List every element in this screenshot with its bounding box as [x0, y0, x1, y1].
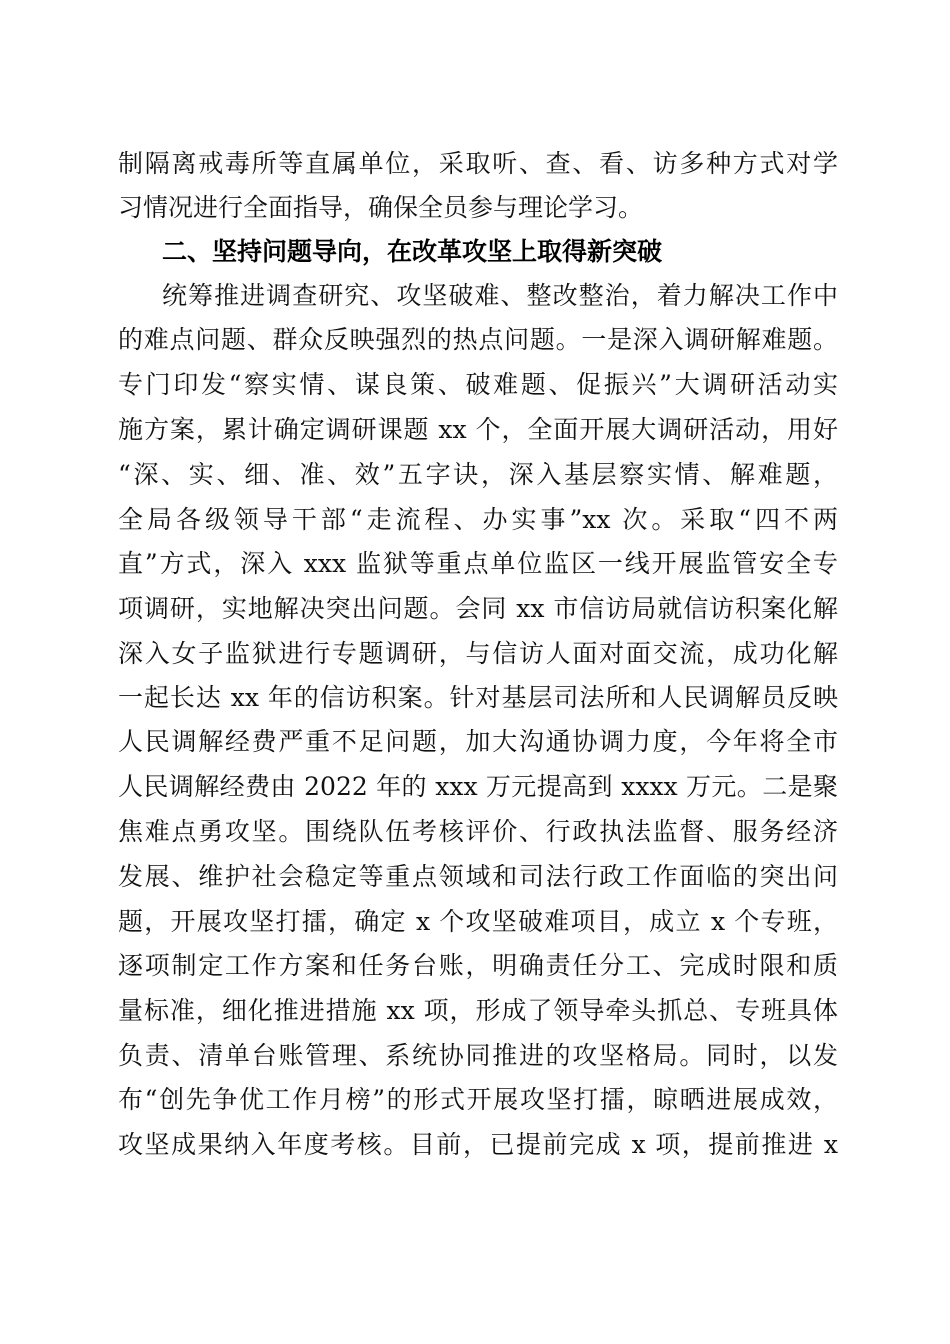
paragraph-line: 逐项制定工作方案和任务台账，明确责任分工、完成时限和质: [118, 951, 838, 980]
paragraph-line: 统筹推进调查研究、攻坚破难、整改整治，着力解决工作中: [162, 281, 838, 310]
paragraph-line: 的难点问题、群众反映强烈的热点问题。一是深入调研解难题。: [118, 325, 838, 354]
paragraph-line: “深、实、细、准、效”五字诀，深入基层察实情、解难题，: [118, 460, 838, 489]
paragraph-line: 全局各级领导干部“走流程、办实事”xx 次。采取“四不两: [118, 505, 838, 534]
paragraph-line: 题，开展攻坚打擂，确定 x 个攻坚破难项目，成立 x 个专班，: [118, 907, 838, 936]
paragraph-line: 项调研，实地解决突出问题。会同 xx 市信访局就信访积案化解: [118, 594, 838, 623]
paragraph-line: 攻坚成果纳入年度考核。目前，已提前完成 x 项，提前推进 x: [118, 1130, 838, 1159]
section-heading: 二、坚持问题导向，在改革攻坚上取得新突破: [162, 237, 663, 266]
paragraph-line: 负责、清单台账管理、系统协同推进的攻坚格局。同时，以发: [118, 1041, 838, 1070]
paragraph-line: 一起长达 xx 年的信访积案。针对基层司法所和人民调解员反映: [118, 683, 838, 712]
paragraph-line: 人民调解经费严重不足问题，加大沟通协调力度，今年将全市: [118, 727, 838, 756]
paragraph-line: 制隔离戒毒所等直属单位，采取听、查、看、访多种方式对学: [118, 149, 838, 178]
paragraph-line: 习情况进行全面指导，确保全员参与理论学习。: [118, 193, 644, 222]
paragraph-line: 直”方式，深入 xxx 监狱等重点单位监区一线开展监管安全专: [118, 549, 838, 578]
paragraph-line: 专门印发“察实情、谋良策、破难题、促振兴”大调研活动实: [118, 370, 838, 399]
paragraph-line: 发展、维护社会稳定等重点领域和司法行政工作面临的突出问: [118, 862, 838, 891]
paragraph-line: 布“创先争优工作月榜”的形式开展攻坚打擂，晾晒进展成效，: [118, 1085, 838, 1114]
paragraph-line: 焦难点勇攻坚。围绕队伍考核评价、行政执法监督、服务经济: [118, 817, 838, 846]
paragraph-line: 量标准，细化推进措施 xx 项，形成了领导牵头抓总、专班具体: [118, 996, 838, 1025]
paragraph-line: 深入女子监狱进行专题调研，与信访人面对面交流，成功化解: [118, 639, 838, 668]
paragraph-line: 人民调解经费由 2022 年的 xxx 万元提高到 xxxx 万元。二是聚: [118, 772, 838, 801]
paragraph-line: 施方案，累计确定调研课题 xx 个，全面开展大调研活动，用好: [118, 415, 838, 444]
